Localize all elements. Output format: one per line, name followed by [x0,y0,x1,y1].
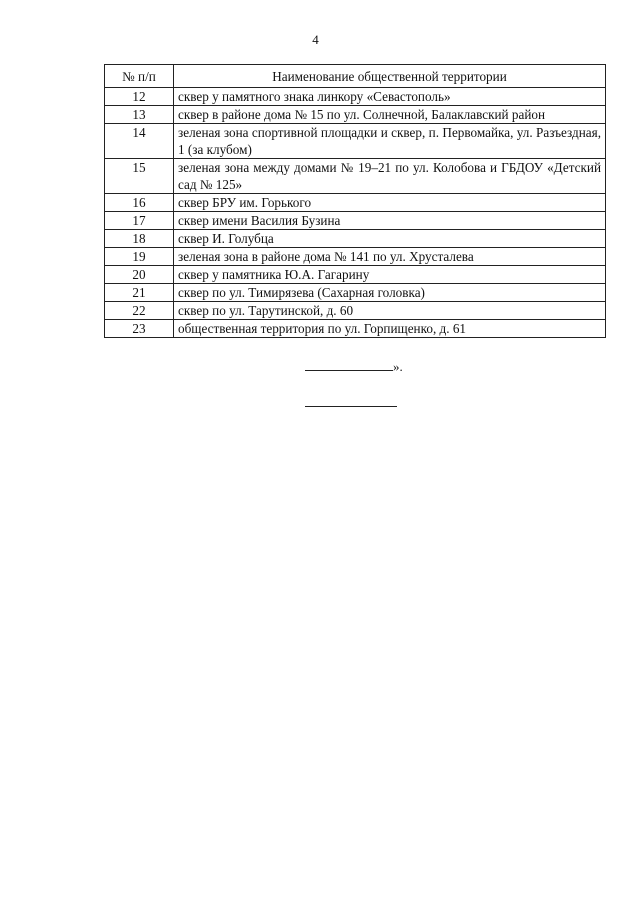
row-name: сквер по ул. Тарутинской, д. 60 [174,302,606,320]
table-row [105,284,606,302]
column-header-name: Наименование общественной территории [174,65,606,88]
row-name: зеленая зона в районе дома № 141 по ул. Хрусталева [174,248,606,266]
closing-quote-mark: ». [393,359,403,374]
row-number: 21 [105,284,174,302]
page-number: 4 [312,32,319,47]
table-row [105,124,606,159]
row-number: 22 [105,302,174,320]
row-number: 20 [105,266,174,284]
closing-line [305,358,403,375]
row-name: сквер в районе дома № 15 по ул. Солнечной, Балаклавский район [174,106,606,124]
row-number: 13 [105,106,174,124]
row-number: 12 [105,88,174,106]
row-name: сквер БРУ им. Горького [174,194,606,212]
table-row [105,248,606,266]
row-name: зеленая зона между домами № 19–21 по ул. Колобова и ГБДОУ «Детский сад № 125» [174,159,606,194]
row-number: 18 [105,230,174,248]
table-row [105,106,606,124]
row-name: сквер у памятного знака линкору «Севастополь» [174,88,606,106]
table-row [105,320,606,338]
closing-underline [305,358,393,371]
table-row [105,212,606,230]
row-number: 16 [105,194,174,212]
table-row [105,88,606,106]
row-number: 17 [105,212,174,230]
territories-table [104,64,606,338]
table-row [105,194,606,212]
row-number: 15 [105,159,174,194]
row-number: 19 [105,248,174,266]
row-name: сквер И. Голубца [174,230,606,248]
row-name: сквер у памятника Ю.А. Гагарину [174,266,606,284]
table-row [105,159,606,194]
row-name: сквер имени Василия Бузина [174,212,606,230]
end-separator-line [305,406,397,407]
column-header-number: № п/п [105,65,174,88]
table-row [105,266,606,284]
table-row [105,302,606,320]
row-name: общественная территория по ул. Горпищенко, д. 61 [174,320,606,338]
row-number: 14 [105,124,174,159]
row-name: зеленая зона спортивной площадки и сквер, п. Первомайка, ул. Разъездная, 1 (за клубом) [174,124,606,159]
row-number: 23 [105,320,174,338]
table-header-row [105,65,606,88]
row-name: сквер по ул. Тимирязева (Сахарная головка) [174,284,606,302]
table-row [105,230,606,248]
